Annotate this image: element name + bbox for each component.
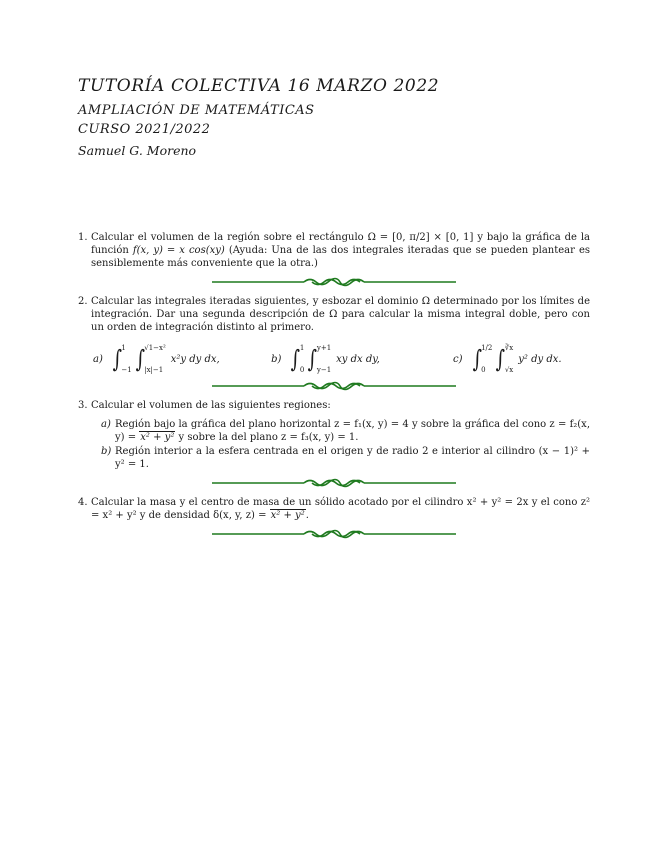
integrand: xy dx dy, [336, 353, 380, 365]
problem-1 [78, 231, 590, 270]
document-title: TUTORÍA COLECTIVA 16 MARZO 2022 [78, 76, 440, 96]
outer-upper-limit: 1 [299, 344, 305, 352]
integral-label: a) [93, 353, 103, 365]
outer-lower-limit: −1 [121, 366, 132, 374]
function-formula: f(x, y) = x cos(xy) [132, 245, 225, 256]
outer-upper-limit: 1 [121, 344, 126, 352]
integral-c [453, 344, 590, 374]
integral-b [271, 344, 453, 374]
inner-limits [505, 344, 513, 374]
problem-text-hint: (Ayuda: Una de las dos integrales iteradas que se pueden plantear es sensiblemente más conveniente que la otra.) [91, 245, 590, 269]
outer-limits [300, 344, 304, 374]
outer-limits [481, 344, 492, 374]
problem-text: Calcular las integrales iteradas siguientes, y esbozar el dominio Ω determinado por los límites de integración. Dar una segunda descripción de Ω para calcular la misma integral doble, pero con un orden de integración distinto al primero. [91, 296, 590, 333]
outer-upper-limit: 1/2 [481, 344, 493, 352]
sub-item-label: b) [101, 446, 112, 457]
problem-4 [78, 496, 590, 522]
ornamental-divider [212, 276, 456, 288]
problem-text-end: . [305, 510, 309, 521]
sub-item-label: a) [101, 419, 111, 430]
problem-number: 1. [78, 232, 88, 243]
sub-item-text-end: y sobre la del plano z = f₃(x, y) = 1. [175, 432, 359, 443]
sub-item-text: Región bajo la gráfica del plano horizontal z = f₁(x, y) = 4 y sobre la gráfica del cono z = f₂(x, y) = [115, 419, 590, 443]
integral-sign: ∫ [112, 345, 122, 373]
integral-sign: ∫ [495, 345, 506, 373]
problem-2 [78, 295, 590, 374]
inner-lower-limit: y−1 [316, 366, 332, 374]
sqrt-expression: x² + y² [270, 510, 305, 521]
integral-row [91, 344, 590, 374]
problem-text: Calcular el volumen de las siguientes regiones: [91, 400, 331, 411]
integral-label: c) [453, 353, 463, 365]
sqrt-expression: x² + y² [140, 432, 175, 443]
author-name: Samuel G. Moreno [78, 143, 197, 158]
inner-upper-limit: ∛x [504, 344, 514, 352]
sub-item-list [91, 418, 590, 471]
ornamental-divider [212, 477, 456, 489]
ornamental-divider [212, 528, 456, 540]
integral-sign: ∫ [307, 345, 318, 373]
sub-item-a [91, 418, 590, 444]
ornamental-divider [212, 380, 456, 392]
inner-limits [317, 344, 331, 374]
inner-lower-limit: √x [504, 366, 514, 374]
sub-item-text: Región interior a la esfera centrada en el origen y de radio 2 e interior al cilindro (x − 1)² + y² = 1. [115, 446, 590, 470]
integral-a [91, 344, 271, 374]
problem-number: 4. [78, 497, 88, 508]
problem-text: Calcular la masa y el centro de masa de un sólido acotado por el cilindro x² + y² = 2x y el cono z² = x² + y² y de densidad δ(x, y, z) = [91, 497, 590, 521]
problem-number: 3. [78, 400, 88, 411]
integral-sign: ∫ [472, 345, 482, 373]
inner-upper-limit: √1−x² [144, 344, 166, 352]
sub-item-b [91, 445, 590, 471]
outer-lower-limit: 0 [299, 366, 305, 374]
subject-title: AMPLIACIÓN DE MATEMÁTICAS [78, 103, 315, 118]
outer-lower-limit: 0 [481, 366, 486, 374]
integrand: x²y dy dx, [170, 353, 220, 365]
problem-text: Calcular el volumen de la región sobre el rectángulo Ω = [0, π/2] × [0, 1] y bajo la gráfica de la función [91, 232, 590, 256]
inner-upper-limit: y+1 [316, 344, 332, 352]
integrand: y² dy dx. [518, 353, 562, 365]
integral-sign: ∫ [135, 345, 145, 373]
problem-list [78, 231, 590, 547]
inner-limits [144, 344, 166, 374]
document-header [78, 76, 439, 158]
outer-limits [121, 344, 131, 374]
course-year: CURSO 2021/2022 [78, 122, 211, 137]
integral-sign: ∫ [290, 345, 301, 373]
problem-number: 2. [78, 296, 88, 307]
integral-label: b) [271, 353, 282, 365]
problem-3 [78, 399, 590, 471]
inner-lower-limit: |x|−1 [144, 366, 164, 374]
